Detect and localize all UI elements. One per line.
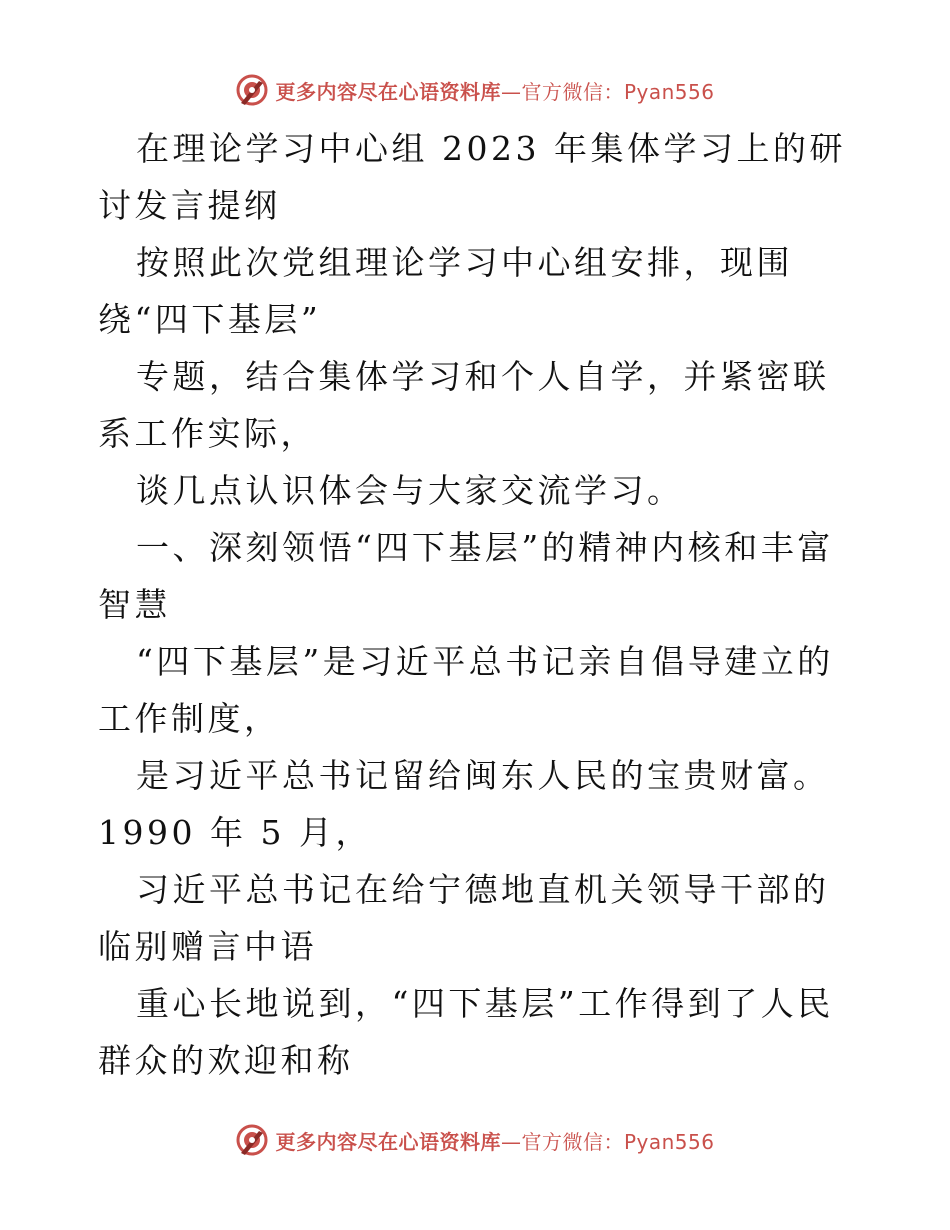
document-body bbox=[98, 120, 853, 1089]
paragraph: 按照此次党组理论学习中心组安排，现围绕“四下基层” bbox=[98, 243, 793, 339]
watermark-text bbox=[275, 76, 714, 105]
watermark-account: 官方微信：Pyan556 bbox=[521, 1129, 715, 1154]
paragraph: 是习近平总书记留给闽东人民的宝贵财富。1990 年 5 月， bbox=[98, 756, 830, 852]
watermark-separator: — bbox=[500, 1129, 522, 1154]
paragraph: 谈几点认识体会与大家交流学习。 bbox=[136, 471, 684, 510]
quill-seal-icon bbox=[235, 73, 269, 107]
paragraph: 习近平总书记在给宁德地直机关领导干部的临别赠言中语 bbox=[98, 870, 830, 966]
paragraph-title: 在理论学习中心组 2023 年集体学习上的研讨发言提纲 bbox=[98, 129, 846, 225]
section-heading: 一、深刻领悟“四下基层”的精神内核和丰富智慧 bbox=[98, 528, 834, 624]
watermark-main: 更多内容尽在心语资料库 bbox=[275, 79, 501, 104]
watermark-account: 官方微信：Pyan556 bbox=[521, 79, 715, 104]
paragraph: “四下基层”是习近平总书记亲自倡导建立的工作制度， bbox=[98, 642, 834, 738]
paragraph: 专题，结合集体学习和个人自学，并紧密联系工作实际， bbox=[98, 357, 830, 453]
watermark-separator: — bbox=[500, 79, 522, 104]
watermark-main: 更多内容尽在心语资料库 bbox=[275, 1129, 501, 1154]
paragraph: 重心长地说到，“四下基层”工作得到了人民群众的欢迎和称 bbox=[98, 984, 834, 1080]
watermark-text bbox=[275, 1126, 714, 1155]
footer-watermark bbox=[0, 1120, 950, 1160]
header-watermark bbox=[0, 70, 950, 110]
quill-seal-icon bbox=[235, 1123, 269, 1157]
